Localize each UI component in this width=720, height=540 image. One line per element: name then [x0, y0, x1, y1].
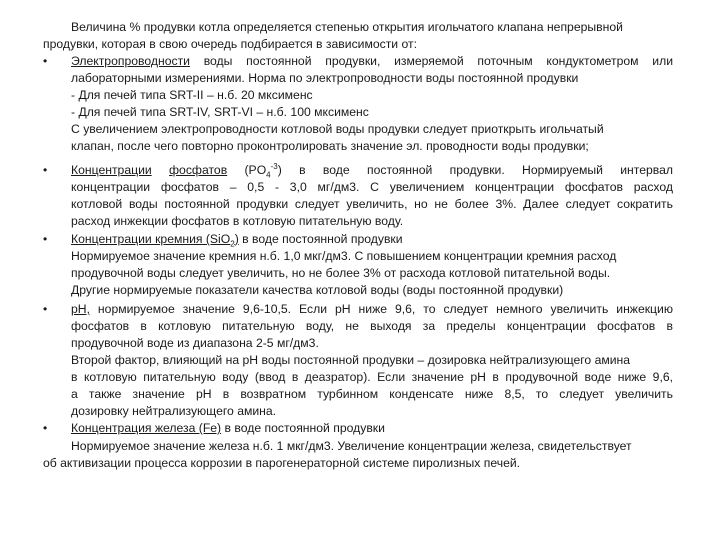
phosphate-line-1 [71, 162, 673, 179]
iron-line-3: об активизации процесса коррозии в парогенераторной системе пиролизных печей. [43, 456, 521, 470]
conductivity-line-2: лабораторными измерениями. Норма по электропроводности воды постоянной продувки [71, 71, 579, 85]
conductivity-line-6: клапан, после чего повторно проконтролировать значение эл. проводности воды продувки; [71, 139, 589, 153]
conductivity-label: Электропроводности [71, 54, 190, 68]
iron-line-2: Нормируемое значение железа н.б. 1 мкг/дм3. Увеличение концентрации железа, свидетельствует [71, 439, 632, 453]
silica-label [71, 232, 239, 249]
phosphate-formula-sup: -3 [270, 161, 278, 171]
bullet-silica: • [43, 232, 48, 246]
silica-line-3: продувочной воды следует увеличить, но не более 3% от расхода котловой питательной воды. [71, 266, 611, 280]
ph-line-7: дозировку нейтрализующего амина. [71, 404, 277, 418]
silica-label-sub: 2 [230, 239, 235, 249]
ph-line-6: а также значение pH в возвратном турбинном конденсате ниже 8,5, то следует увеличить [71, 387, 673, 401]
silica-line-1 [71, 231, 403, 248]
bullet-phosphate: • [43, 163, 48, 177]
conductivity-line-4: - Для печей типа SRT-IV, SRT-VI – н.б. 100 мксименс [71, 105, 369, 119]
phosphate-line-3: котловой воды постоянной продувки следует увеличить, но не более 3%. Далее следует сократить [71, 197, 673, 211]
silica-line-2: Нормируемое значение кремния н.б. 1,0 мкг/дм3. С повышением концентрации кремния расход [71, 249, 617, 263]
conductivity-line-3: - Для печей типа SRT-II – н.б. 20 мксименс [71, 88, 313, 102]
phosphate-formula-close: ) [277, 163, 282, 177]
iron-label: Концентрация железа (Fe) [71, 421, 222, 435]
intro-line-2: продувки, которая в свою очередь подбирается в зависимости от: [43, 37, 417, 51]
bullet-ph: • [43, 302, 48, 316]
bullet-iron: • [43, 421, 48, 435]
phosphate-line-4: расход инжекции фосфатов в котловую питательную воду. [71, 214, 404, 228]
ph-line-5: в котловую питательную воду (ввод в деазратор). Если значение pH в продувочной воде ниже 9,6, [71, 370, 673, 384]
conductivity-line-5: С увеличением электропроводности котловой воды продувки следует приоткрыть игольчатый [71, 122, 604, 136]
conductivity-line-1 [71, 53, 673, 70]
phosphate-formula [244, 161, 282, 180]
ph-line-1 [71, 301, 673, 318]
silica-text-1: в воде постоянной продувки [238, 232, 403, 246]
conductivity-text-1: воды постоянной продувки, измеряемой поточным кондуктометром или [189, 54, 673, 68]
iron-line-1 [71, 420, 385, 437]
ph-line-3: продувочной воде из диапазона 2-5 мг/дм3. [71, 336, 319, 350]
iron-text-1: в воде постоянной продувки [221, 421, 385, 435]
intro-line-1: Величина % продувки котла определяется степенью открытия игольчатого клапана непрерывной [71, 20, 623, 34]
ph-line-2: фосфатов в котловую питательную воду, не выходя за пределы концентрации фосфатов в [71, 319, 673, 333]
ph-line-4: Второй фактор, влияющий на pH воды постоянной продувки – дозировка нейтрализующего амина [71, 353, 631, 367]
bullet-conductivity: • [43, 54, 48, 68]
silica-label-text: Концентрации кремния (SiO [71, 232, 231, 246]
phosphate-label-b: фосфатов [169, 163, 228, 177]
silica-line-4: Другие нормируемые показатели качества котловой воды (воды постоянной продувки) [71, 283, 564, 297]
ph-label: pH, [71, 302, 90, 316]
phosphate-text-1: в воде постоянной продувки. Нормируемый интервал [299, 163, 674, 177]
phosphate-label-a: Концентрации [71, 163, 152, 177]
phosphate-formula-open: (PO [244, 163, 267, 177]
silica-label-end: ) [234, 232, 239, 246]
phosphate-formula-sub: 4 [266, 170, 271, 180]
phosphate-line-2: концентрации фосфатов – 0,5 - 3,0 мг/дм3. С увеличением концентрации фосфатов расход [71, 180, 673, 194]
ph-text-1: нормируемое значение 9,6-10,5. Если pH ниже 9,6, то следует немного увеличить инжекцию [89, 302, 673, 316]
